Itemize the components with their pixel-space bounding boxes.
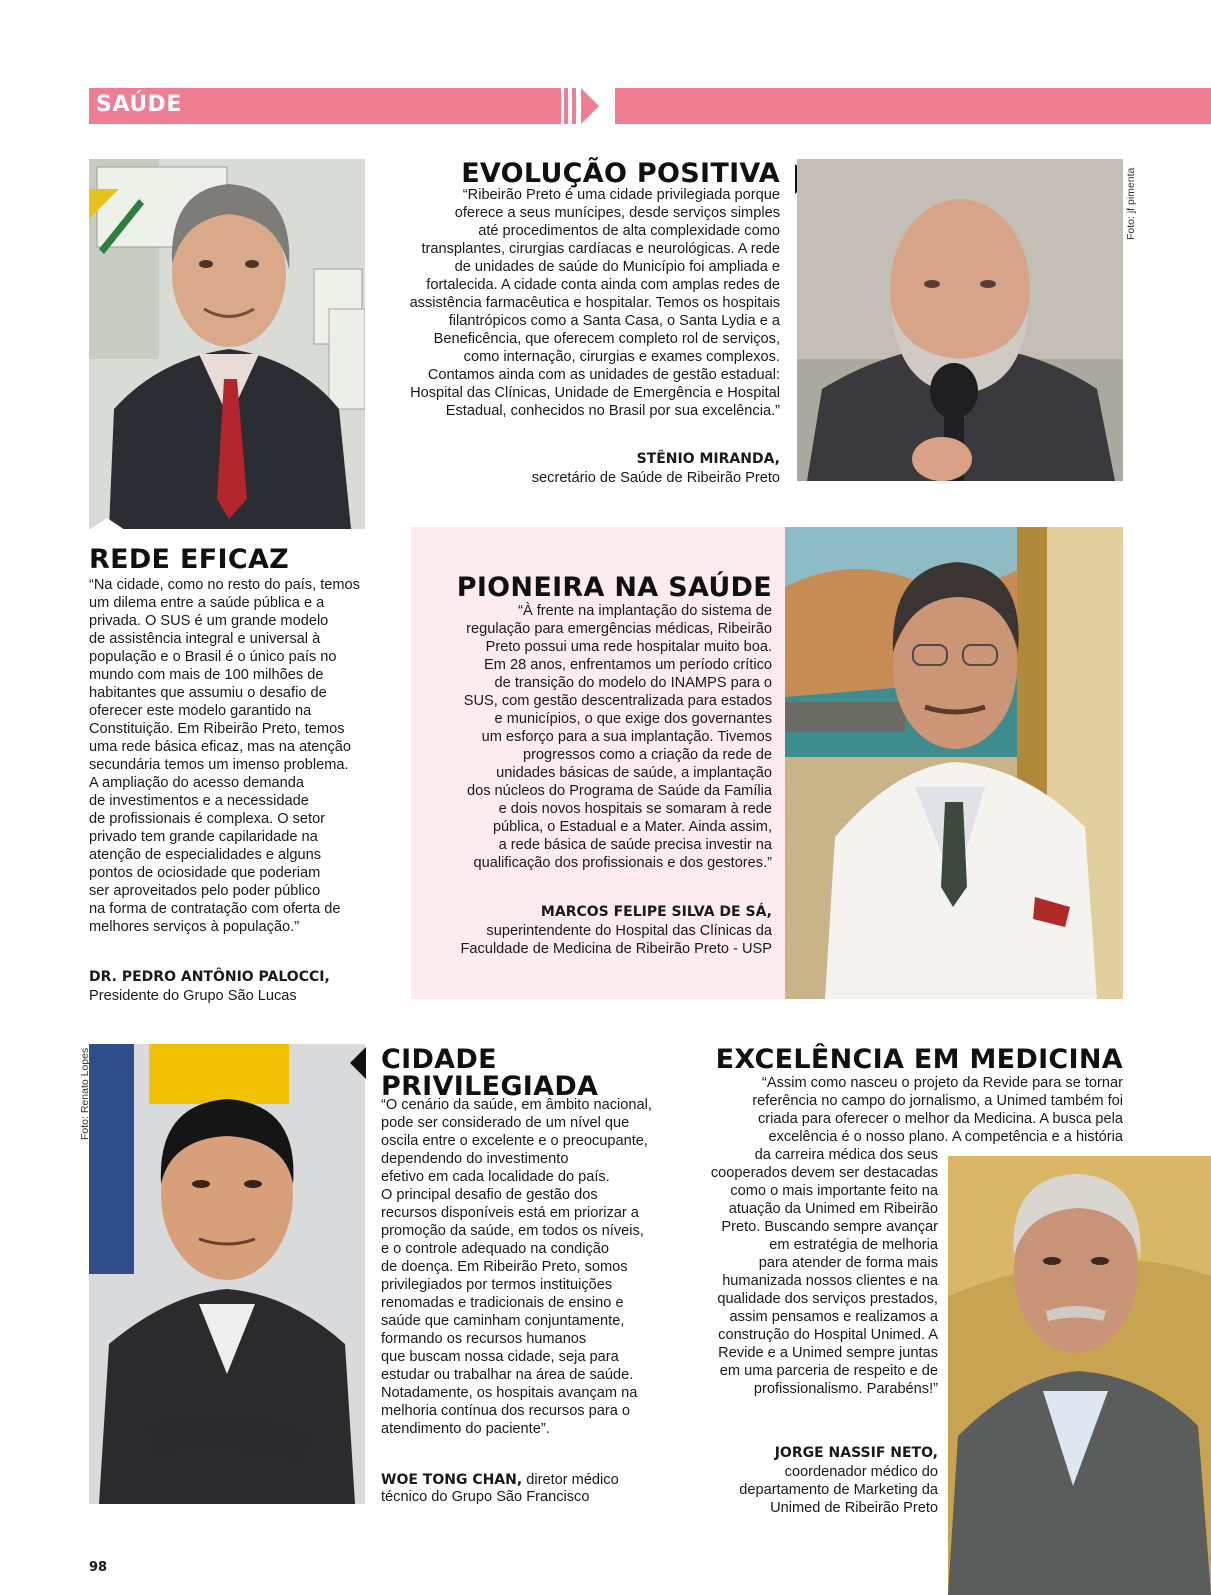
author-role: Presidente do Grupo São Lucas — [89, 988, 297, 1004]
author-name: DR. PEDRO ANTÔNIO PALOCCI, — [89, 969, 330, 985]
text-line: atuação da Unimed em Ribeirão — [728, 1201, 938, 1217]
text-line: humanizada nossos clientes e na — [722, 1273, 938, 1289]
text-line: fortalecida. A cidade conta ainda com amplas redes de — [426, 277, 780, 293]
text-line: privilegiados por termos instituições — [381, 1277, 613, 1293]
text-line: assistência farmacêutica e hospitalar. Temos os hospitais — [409, 295, 780, 311]
text-line: cooperados devem ser destacadas — [710, 1165, 938, 1181]
author-role: secretário de Saúde de Ribeirão Preto — [531, 470, 780, 486]
quote-excelencia-top — [700, 1074, 1123, 1146]
text-line: renomadas e tradicionais de ensino e — [381, 1295, 624, 1311]
author-name: JORGE NASSIF NETO, — [774, 1445, 938, 1461]
text-line: assim pensamos e realizamos a — [729, 1309, 938, 1325]
text-line: Hospital das Clínicas, Unidade de Emergência e Hospital — [410, 385, 780, 401]
text-line: de unidades de saúde do Município foi ampliada e — [454, 259, 780, 275]
quote-evolucao — [380, 186, 780, 420]
headline-excelencia: EXCELÊNCIA EM MEDICINA — [715, 1044, 1123, 1075]
text-line: “Assim como nasceu o projeto da Revide para se tornar — [762, 1075, 1123, 1091]
text-line: um dilema entre a saúde pública e a — [89, 595, 325, 611]
text-line: A ampliação do acesso demanda — [89, 775, 304, 791]
headline-line: PRIVILEGIADA — [381, 1071, 599, 1102]
text-line: Preto. Buscando sempre avançar — [721, 1219, 938, 1235]
text-line: em estratégia de melhoria — [769, 1237, 938, 1253]
author-role: superintendente do Hospital das Clínicas da — [486, 923, 772, 939]
text-line: O principal desafio de gestão dos — [381, 1187, 598, 1203]
text-line: oferecer este modelo garantido na — [89, 703, 312, 719]
text-line: como o mais importante feito na — [730, 1183, 938, 1199]
section-band — [89, 88, 561, 124]
text-line: “Na cidade, como no resto do país, temos — [89, 577, 360, 593]
text-line: qualidade dos serviços prestados, — [717, 1291, 938, 1307]
author-signature — [381, 1470, 701, 1489]
author-name: MARCOS FELIPE SILVA DE SÁ, — [540, 904, 772, 920]
text-line: melhoria contínua dos recursos para o — [381, 1403, 631, 1419]
text-line: uma rede básica eficaz, mas na atenção — [89, 739, 352, 755]
text-line: saúde que caminham conjuntamente, — [381, 1313, 625, 1329]
photo-stenio-miranda — [797, 159, 1123, 481]
text-line: de profissionais é complexa. O setor — [89, 811, 326, 827]
text-line: oferece a seus munícipes, desde serviços simples — [454, 205, 780, 221]
text-line: de transição do modelo do INAMPS para o — [494, 675, 772, 691]
text-line: e o controle adequado na condição — [381, 1241, 610, 1257]
photo-woe-tong-chan — [89, 1044, 365, 1504]
text-line: “Ribeirão Preto é uma cidade privilegiada porque — [462, 187, 780, 203]
text-line: que buscam nossa cidade, seja para — [381, 1349, 619, 1365]
text-line: em uma parceria de respeito e de — [719, 1363, 938, 1379]
photo-credit: Foto: jf pimenta — [1125, 167, 1137, 240]
text-line: formando os recursos humanos — [381, 1331, 587, 1347]
text-line: progressos como a criação da rede de — [522, 747, 772, 763]
text-line: secundária temos um imenso problema. — [89, 757, 349, 773]
headline-evolucao: EVOLUÇÃO POSITIVA — [461, 158, 780, 189]
text-line: da carreira médica dos seus — [754, 1147, 938, 1163]
photo-notch — [89, 518, 125, 530]
text-line: “O cenário da saúde, em âmbito nacional, — [381, 1097, 652, 1113]
text-line: referência no campo do jornalismo, a Unimed também foi — [752, 1093, 1123, 1109]
text-line: efetivo em cada localidade do país. — [381, 1169, 610, 1185]
text-line: oscila entre o excelente e o preocupante, — [381, 1133, 648, 1149]
pointer-arrow-icon — [350, 1047, 366, 1079]
text-line: de doença. Em Ribeirão Preto, somos — [381, 1259, 628, 1275]
text-line: atenção de especialidades e alguns — [89, 847, 322, 863]
page-number: 98 — [89, 1560, 108, 1575]
band-arrow-icon — [581, 88, 599, 124]
text-line: promoção da saúde, em todos os níveis, — [381, 1223, 644, 1239]
text-line: e municípios, o que exige dos governantes — [494, 711, 772, 727]
text-line: profissionalismo. Parabéns!” — [753, 1381, 938, 1397]
author-role: departamento de Marketing da — [739, 1482, 938, 1498]
text-line: e dois novos hospitais se somaram à rede — [498, 801, 772, 817]
quote-excelencia-bottom — [690, 1146, 938, 1398]
text-line: um esforço para a sua implantação. Tivemos — [481, 729, 772, 745]
author-role: coordenador médico do — [784, 1464, 938, 1480]
text-line: regulação para emergências médicas, Ribeirão — [466, 621, 772, 637]
text-line: Beneficência, que oferecem completo rol de serviços, — [433, 331, 780, 347]
text-line: de assistência integral e universal à — [89, 631, 321, 647]
text-line: população e o Brasil é o único país no — [89, 649, 337, 665]
text-line: privado tem grande capilaridade na — [89, 829, 318, 845]
text-line: Revide e a Unimed sempre juntas — [718, 1345, 938, 1361]
text-line: a rede básica de saúde precisa investir na — [498, 837, 772, 853]
text-line: SUS, com gestão descentralizada para estados — [463, 693, 772, 709]
text-line: transplantes, cirurgias cardíacas e neurológicas. A rede — [421, 241, 780, 257]
text-line: criada para oferecer o melhor da Medicina. A busca pela — [757, 1111, 1123, 1127]
text-line: como internação, cirurgias e exames complexos. — [463, 349, 780, 365]
text-line: qualificação dos profissionais e dos gestores.” — [473, 855, 772, 871]
text-line: melhores serviços à população.” — [89, 919, 300, 935]
text-line: habitantes que assumiu o desafio de — [89, 685, 327, 701]
text-line: Notadamente, os hospitais avançam na — [381, 1385, 638, 1401]
author-name: STÊNIO MIRANDA, — [636, 451, 780, 467]
quote-pioneira — [416, 602, 772, 872]
text-line: Preto possui uma rede hospitalar muito boa. — [485, 639, 772, 655]
photo-pedro-palocci — [89, 159, 365, 529]
headline-rede-eficaz: REDE EFICAZ — [89, 544, 290, 575]
text-line: Contamos ainda com as unidades de gestão estadual: — [427, 367, 780, 383]
text-line: unidades básicas de saúde, a implantação — [496, 765, 772, 781]
text-line: pontos de ociosidade que poderiam — [89, 865, 321, 881]
text-line: filantrópicos como a Santa Casa, o Santa Lydia e a — [448, 313, 780, 329]
text-line: para atender de forma mais — [758, 1255, 938, 1271]
text-line: atendimento do paciente”. — [381, 1421, 550, 1437]
photo-jorge-nassif-neto — [948, 1156, 1211, 1595]
author-role: Unimed de Ribeirão Preto — [770, 1500, 938, 1516]
band-divider — [564, 88, 568, 124]
section-label: SAÚDE — [96, 92, 182, 117]
text-line: na forma de contratação com oferta de — [89, 901, 341, 917]
section-band-right — [615, 88, 1211, 124]
text-line: “À frente na implantação do sistema de — [518, 603, 772, 619]
text-line: até procedimentos de alta complexidade como — [478, 223, 780, 239]
quote-rede-eficaz — [89, 576, 389, 936]
text-line: mundo com mais de 100 milhões de — [89, 667, 324, 683]
author-role: técnico do Grupo São Francisco — [381, 1489, 590, 1505]
text-line: pode ser considerado de um nível que — [381, 1115, 630, 1131]
text-line: recursos disponíveis está em priorizar a — [381, 1205, 639, 1221]
text-line: Constituição. Em Ribeirão Preto, temos — [89, 721, 345, 737]
text-line: Estadual, conhecidos no Brasil por sua excelência.” — [445, 403, 780, 419]
headline-cidade — [381, 1046, 681, 1100]
text-line: Em 28 anos, enfrentamos um período crítico — [484, 657, 772, 673]
author-name: WOE TONG CHAN, — [381, 1472, 523, 1488]
text-line: de investimentos e a necessidade — [89, 793, 309, 809]
headline-line: CIDADE — [381, 1044, 497, 1075]
text-line: excelência é o nosso plano. A competência e a história — [768, 1129, 1123, 1145]
band-divider — [572, 88, 576, 124]
quote-cidade — [381, 1096, 691, 1438]
text-line: construção do Hospital Unimed. A — [718, 1327, 938, 1343]
text-line: pública, o Estadual e a Mater. Ainda assim, — [492, 819, 772, 835]
photo-credit: Foto: Renato Lopes — [79, 1047, 91, 1140]
author-role: diretor médico — [522, 1472, 619, 1488]
photo-marcos-felipe — [785, 527, 1123, 999]
text-line: estudar ou trabalhar na área de saúde. — [381, 1367, 634, 1383]
text-line: dependendo do investimento — [381, 1151, 569, 1167]
headline-pioneira: PIONEIRA NA SAÚDE — [456, 572, 772, 603]
text-line: ser aproveitados pelo poder público — [89, 883, 321, 899]
text-line: privada. O SUS é um grande modelo — [89, 613, 329, 629]
author-role: Faculdade de Medicina de Ribeirão Preto - USP — [460, 941, 772, 957]
text-line: dos núcleos do Programa de Saúde da Família — [466, 783, 772, 799]
